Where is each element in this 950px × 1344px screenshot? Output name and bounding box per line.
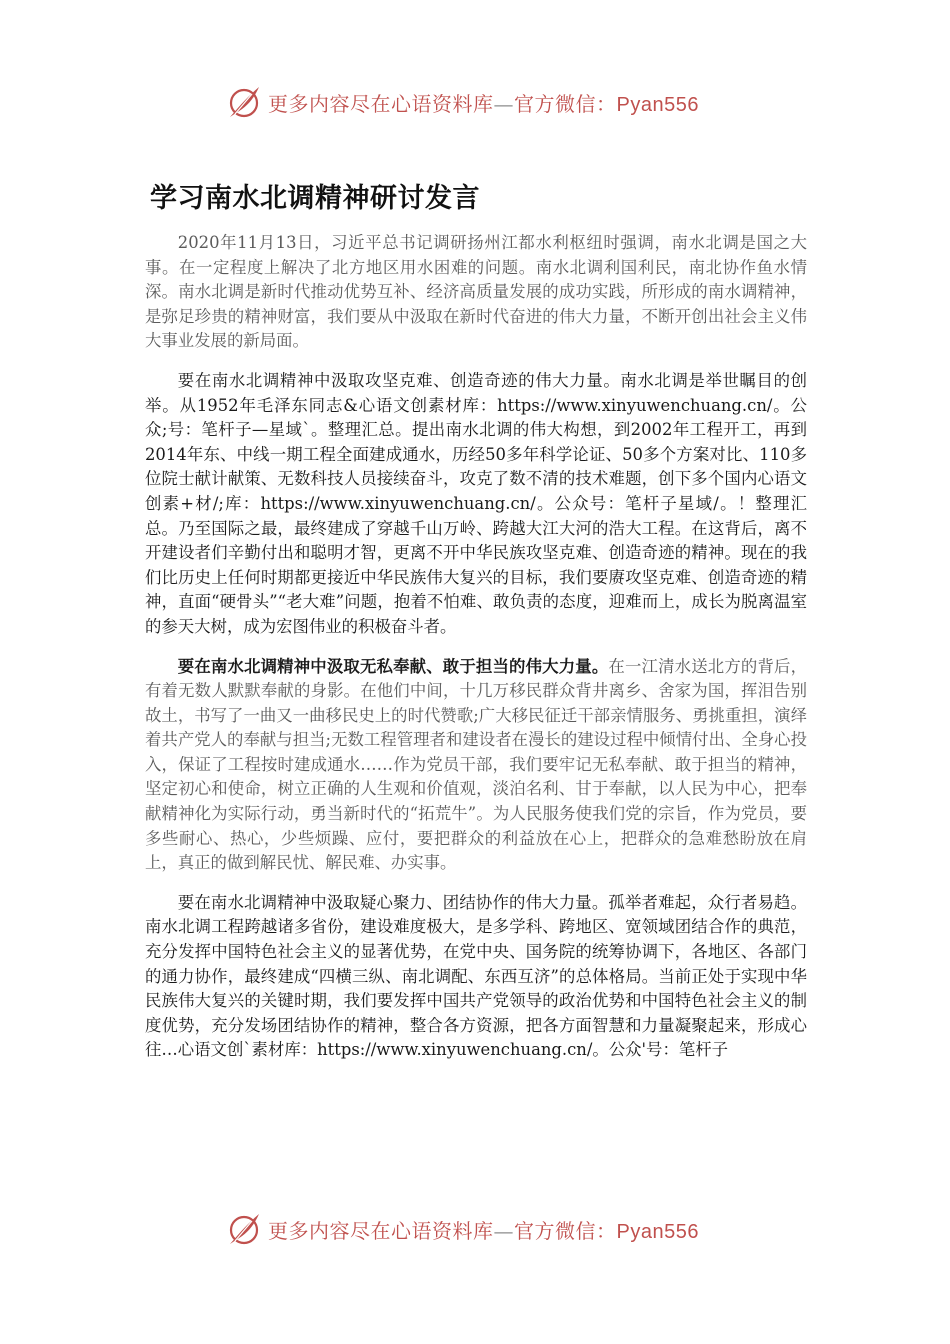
page-title: 学习南水北调精神研讨发言 [150,183,480,214]
banner-brand: 更多内容尽在心语资料库 [268,91,494,116]
banner-text [268,88,699,117]
banner-separator: — [493,1218,514,1243]
banner-brand: 更多内容尽在心语资料库 [268,1218,494,1243]
paragraph-2-text: 要在南水北调精神中汲取攻坚克难、创造奇迹的伟大力量。南水北调是举世瞩目的创举。从1952年毛泽东同志&心语文创素材库：https://www.xinyuwenchuang.cn/。公众;号：笔杆子—星域`。整理汇总。提出南水北调的伟大构想，到2002年工程开工，再到2014年东、中线一期工程全面建成通水，历经50多年科学论证、50多个方案对比、110多位院士献计献策、无数科技人员接续奋斗，攻克了数不清的技术难题，创下多个国内心语文创素+材/;库：https://www.xinyuwenchuang.cn/。公众号：笔杆子星域/。！整理汇总。乃至国际之最，最终建成了穿越千山万岭、跨越大江大河的浩大工程。在这背后，离不开建设者们辛勤付出和聪明才智，更离不开中华民族攻坚克难、创造奇迹的精神。现在的我们比历史上任何时期都更接近中华民族伟大复兴的目标，我们要赓攻坚克难、创造奇迹的精神，直面“硬骨头”“老大难”问题，抱着不怕难、敢负责的态度，迎难而上，成长为脱离温室的参天大树，成为宏图伟业的积极奋斗者。 [145,370,807,636]
paragraph-2 [145,369,807,640]
paragraph-1-text: 2020年11月13日，习近平总书记调研扬州江都水利枢纽时强调，南水北调是国之大事。在一定程度上解决了北方地区用水困难的问题。南水北调利国利民，南北协作鱼水情深。南水北调是新时代推动优势互补、经济高质量发展的成功实践，所形成的南水调精神，是弥足珍贵的精神财富，我们要从中汲取在新时代奋进的伟大力量，不断开创出社会主义伟大事业发展的新局面。 [145,233,807,351]
banner-wechat-id: Pyan556 [616,93,699,116]
paragraph-4 [145,891,807,1063]
banner-label: 官方微信： [514,91,617,116]
paragraph-4-text: 要在南水北调精神中汲取疑心聚力、团结协作的伟大力量。孤举者难起，众行者易趋。南水北调工程跨越诸多省份，建设难度极大，是多学科、跨地区、宽领域团结合作的典范，充分发挥中国特色社会主义的显著优势，在党中央、国务院的统筹协调下，各地区、各部门的通力协作，最终建成“四横三纵、南北调配、东西互济”的总体格局。当前正处于实现中华民族伟大复兴的关键时期，我们要发挥中国共产党领导的政治优势和中国特色社会主义的制度优势，充分发场团结协作的精神，整合各方资源，把各方面智慧和力量凝聚起来，形成心往…心语文创`素材库：https://www.xinyuwenchuang.cn/。公众'号：笔杆子 [145,892,807,1060]
footer-banner [226,1207,726,1251]
banner-label: 官方微信： [514,1218,617,1243]
feather-quill-logo-icon [226,1211,262,1247]
banner-wechat-id: Pyan556 [616,1220,699,1243]
banner-separator: — [493,91,514,116]
paragraph-3-lead: 要在南水北调精神中汲取无私奉献、敢于担当的伟大力量。 [177,656,609,676]
paragraph-3 [145,655,807,876]
banner-text [268,1215,699,1244]
header-banner [226,80,726,124]
paragraph-3-text: 在一江清水送北方的背后，有着无数人默默奉献的身影。在他们中间，十几万移民群众背井离乡、舍家为国，挥泪告别故土，书写了一曲又一曲移民史上的时代赞歌;广大移民征迁干部亲情服务、勇挑重担，演绎着共产党人的奉献与担当;无数工程管理者和建设者在漫长的建设过程中倾情付出、全身心投入，保证了工程按时建成通水……作为党员干部，我们要牢记无私奉献、敢于担当的精神，坚定初心和使命，树立正确的人生观和价值观，淡泊名利、甘于奉献，以人民为中心，把奉献精神化为实际行动，勇当新时代的“拓荒牛”。为人民服务使我们党的宗旨，作为党员，要多些耐心、热心，少些烦躁、应付，要把群众的利益放在心上，把群众的急难愁盼放在肩上，真正的做到解民忧、解民难、办实事。 [145,656,807,873]
feather-quill-logo-icon [226,84,262,120]
document-body [145,231,807,1078]
paragraph-1 [145,231,807,354]
